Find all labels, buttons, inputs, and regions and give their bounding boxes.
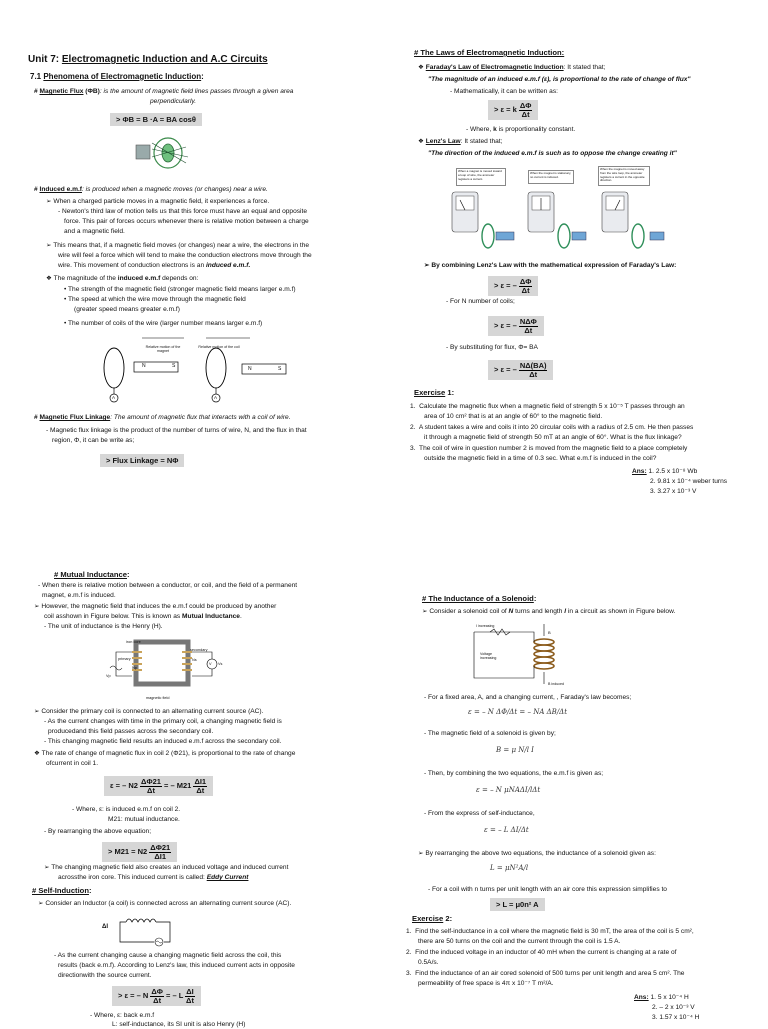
answer-3: 3. 3.27 x 10⁻³ V xyxy=(650,488,697,495)
emf-bullet-2a: wire will feel a force which will tend to make the conduction electrons move through the xyxy=(58,252,312,259)
si-text-3: directionwith the source current. xyxy=(58,972,152,979)
lenz-law-line: ❖ Lenz's Law: It stated that; xyxy=(418,138,503,145)
emf-bullet-1a: - Newton's third law of motion tells us that this force must have an equal and opposite xyxy=(58,208,308,215)
fig-voltmeter-label: V xyxy=(209,662,212,666)
magnet-n-label-2: N xyxy=(248,366,252,372)
page-title: Unit 7: Electromagnetic Induction and A.C Circuits xyxy=(28,54,268,65)
solenoid-formula-5: L = μN²A/l xyxy=(490,864,529,872)
exercise-2-q1: 1. Find the self-inductance in a coil where the magnetic field is 30 mT, the area of the coil is 5 cm², xyxy=(406,928,694,935)
solenoid-text-6: - For a coil with n turns per unit length with an air core this expression simplifies to xyxy=(428,886,667,893)
si-where-1: - Where, ε: back e.m.f xyxy=(90,1012,155,1019)
solenoid-text-4: - From the express of self-inductance, xyxy=(424,810,535,817)
ammeter-label: A xyxy=(112,395,116,400)
exercise-2-q2: 2. Find the induced voltage in an inductor of 40 mH when the current is changing at a rate of xyxy=(406,949,677,956)
emf-bullet-3: ❖ The magnitude of the induced e.m.f depends on: xyxy=(46,275,199,282)
mutual-inductance-equation: > M21 = N2 $\frac{\Delta\Phi 21}{\Delta I1}$ xyxy=(102,842,177,862)
mi-text-1: - When there is relative motion between a conductor, or coil, and the field of a permanent xyxy=(38,582,298,589)
fig-iron-core-label: iron core xyxy=(126,640,141,644)
exercise-1-answers: Ans: 1. 2.5 x 10⁻⁸ Wb xyxy=(632,468,698,475)
mi-bullet-1: ➢ Consider the primary coil is connected to an alternating current source (AC). xyxy=(34,708,264,715)
solenoid-formula-2: B = μ N/l I xyxy=(496,746,534,754)
exercise-1-q3b: outside the magnetic field in a time of 0.3 sec. What e.m.f is induced in the coil? xyxy=(424,455,657,462)
exercise-2-heading: Exercise 2: xyxy=(412,914,453,923)
ammeter-label-2: A xyxy=(214,395,218,400)
mi-bullet-3a: acrossthe iron core. This induced current is called: Eddy Current xyxy=(58,874,249,881)
exercise-2-q2b: 0.5A/s. xyxy=(418,959,439,966)
fig-b-label: B xyxy=(548,630,551,635)
flux-linkage-text-1: - Magnetic flux linkage is the product of the number of turns of wire, N, and the flux in that xyxy=(46,427,307,434)
mi-bullet-1c: - This changing magnetic field results an induced e.m.f across the secondary coil. xyxy=(44,738,282,745)
exercise-2-q3b: permeability of free space is 4π x 10⁻⁷ T m²/A. xyxy=(418,980,554,987)
induced-emf-definition: # Induced e.m.f: is produced when a magnetic moves (or changes) near a wire. xyxy=(34,186,268,193)
solenoid-heading: # The Inductance of a Solenoid: xyxy=(422,594,537,603)
emf-bullet-2: ➢ This means that, if a magnetic field moves (or changes) near a wire, the electrons in the xyxy=(46,242,310,249)
figure-label-magnet: Relative motion of the magnet xyxy=(145,345,181,354)
magnet-s-label: S xyxy=(172,363,176,369)
exercise-1-heading: Exercise 1: xyxy=(414,388,455,397)
solenoid-bullet-2: ➢ By rearranging the above two equations, the inductance of a solenoid given as: xyxy=(418,850,656,857)
flux-linkage-equation: > Flux Linkage = NΦ xyxy=(100,454,184,467)
exercise-1-q2: 2. A student takes a wire and coils it into 20 circular coils with a radius of 2.5 cm. He then passes xyxy=(410,424,694,431)
mi-rearrange: - By rearranging the above equation; xyxy=(44,828,152,835)
panel-solenoid-inductance xyxy=(384,512,768,1024)
self-induction-equation: > ε = – N $\frac{\Delta\Phi}{\Delta t}$ = – L $\frac{\Delta I}{\Delta t}$ xyxy=(112,986,201,1006)
n-coils-equation: > ε = – $\frac{\text{NΔΦ}}{\Delta t}$ xyxy=(488,316,544,336)
emf-bullet-1: ➢ When a charged particle moves in a magnetic field, it experiences a force. xyxy=(46,198,270,205)
exercise-1-q2b: it through a magnetic field of strength 50 mT at an angle of 60°. What is the flux linkage? xyxy=(424,434,682,441)
panel-mutual-inductance xyxy=(0,512,384,1028)
caption-box-1: When a magnet is moved toward a loop of wire, the ammeter registers a current. xyxy=(456,168,506,186)
mi-text-3: ➢ However, the magnetic field that induces the e.m.f could be produced by another xyxy=(34,603,277,610)
magnet-n-label: N xyxy=(142,363,146,369)
solenoid-text-3: - Then, by combining the two equations, the e.m.f is given as; xyxy=(424,770,604,777)
emf-bullet-1c: and a magnetic field. xyxy=(64,228,125,235)
answer-2: 2. 9.81 x 10⁻⁴ weber turns xyxy=(650,478,728,485)
combine-laws-line: ➢ By combining Lenz's Law with the mathematical expression of Faraday's Law: xyxy=(424,262,677,269)
exercise-2-answers: Ans: 1. 5 x 10⁻⁴ H xyxy=(634,994,689,1001)
mi-bullet-1a: - As the current changes with time in the primary coil, a changing magnetic field is xyxy=(44,718,282,725)
si-text-2: results (back e.m.f). According to Lenz's law, this induced current acts in opposite xyxy=(58,962,295,969)
faraday-math-intro: - Mathematically, it can be written as: xyxy=(450,88,558,95)
emf-sub-1: • The strength of the magnetic field (stronger magnetic field means larger e.m.f) xyxy=(64,286,296,293)
laws-heading: # The Laws of Electromagnetic Induction: xyxy=(414,48,565,57)
lenz-galvanometer-figure xyxy=(448,190,668,254)
fig-current-increasing: I increasing xyxy=(476,624,495,628)
solenoid-text-2: - The magnetic field of a solenoid is given by; xyxy=(424,730,556,737)
substituted-equation: > ε = – $\frac{N\Delta(BA)}{\Delta t}$ xyxy=(488,360,553,380)
answer-2-3: 3. 1.57 x 10⁻⁴ H xyxy=(652,1014,700,1021)
si-bullet-1: ➢ Consider an Inductor (a coil) is connected across an alternating current source (AC). xyxy=(38,900,292,907)
flux-linkage-definition: # Magnetic Flux Linkage: The amount of magnetic flux that interacts with a coil of wire. xyxy=(34,414,291,421)
flux-loop-figure xyxy=(132,135,192,171)
mi-bullet-2a: ofcurrent in coil 1. xyxy=(46,760,99,767)
k-note: - Where, k is proportionality constant. xyxy=(466,126,576,133)
lenz-faraday-equation: > ε = – $\frac{\Delta\Phi}{\Delta t}$ xyxy=(488,276,538,296)
exercise-1-q1b: area of 10 cm² that is at an angle of 60° to the magnetic field. xyxy=(424,413,603,420)
fig-vp-label: Vp xyxy=(106,674,111,678)
answer-2-2: 2. – 2 x 10⁻³ V xyxy=(652,1004,695,1011)
emf-sub-3: • The number of coils of the wire (larger number means larger e.m.f) xyxy=(64,320,263,327)
substitute-flux-note: - By substituting for flux, Φ= BA xyxy=(446,344,538,351)
solenoid-bullet-1: ➢ Consider a solenoid coil of N turns and length l in a circuit as shown in Figure below. xyxy=(422,608,676,615)
emf-bullet-2b: wire. This movement of conduction electrons is an induced e.m.f. xyxy=(58,262,251,269)
exercise-2-q3: 3. Find the inductance of an air cored solenoid of 500 turns per unit length and area 5 cm². The xyxy=(406,970,685,977)
exercise-1-q1: 1. Calculate the magnetic flux when a magnetic field of strength 5 x 10⁻⁵ T passes through an xyxy=(410,403,685,410)
fig-magnetic-field-caption: magnetic field xyxy=(146,696,170,700)
n-coils-note: - For N number of coils; xyxy=(446,298,515,305)
fig-b-induced-label: B induced xyxy=(548,682,564,686)
lenz-quote: "The direction of the induced e.m.f is such as to oppose the change creating it" xyxy=(428,150,677,157)
delta-i-label: ΔI xyxy=(102,924,108,930)
fig-vs-label: Vs xyxy=(218,662,223,666)
caption-box-3: When the magnet is moved away from the wire loop, the ammeter registers a current in the opposite direction. xyxy=(598,166,650,186)
flux-definition-cont: perpendicularly. xyxy=(150,98,197,105)
solenoid-text-1: - For a fixed area, A, and a changing current, , Faraday's law becomes; xyxy=(424,694,632,701)
magnet-s-label-2: S xyxy=(278,366,282,372)
emf-sub-2a: (greater speed means greater e.m.f) xyxy=(74,306,180,313)
panel-unit7-intro xyxy=(0,0,384,512)
self-induction-heading: # Self-Induction: xyxy=(32,886,92,895)
solenoid-formula-3: ε = – N μNAΔI/lΔt xyxy=(476,786,541,794)
mi-text-2: magnet, e.m.f is induced. xyxy=(42,592,116,599)
mi-bullet-3: ➢ The changing magnetic field also creates an induced voltage and induced current xyxy=(44,864,289,871)
figure-label-coil: Relative motion of the coil xyxy=(198,345,240,349)
faraday-law-line: ❖ Faraday's Law of Electromagnetic Induction: It stated that; xyxy=(418,64,606,71)
flux-linkage-text-2: region, Φ, it can be write as; xyxy=(52,437,135,444)
mi-where-2: M21: mutual inductance. xyxy=(108,816,180,823)
mi-text-4: coil asshown in Figure below. This is known as Mutual Inductance. xyxy=(44,613,242,620)
si-text-1: - As the current changing cause a changing magnetic field across the coil, this xyxy=(54,952,282,959)
emf-bullet-1b: force. This pair of forces occurs whenever there is relative motion between a charge xyxy=(64,218,309,225)
emf-sub-2: • The speed at which the wire move through the magnetic field xyxy=(64,296,246,303)
flux-equation: > ΦB = B ·A = BA cosθ xyxy=(110,113,202,126)
faraday-equation: > ε = k $\frac{\Delta\Phi}{\Delta t}$ xyxy=(488,100,538,120)
transformer-figure xyxy=(104,638,234,696)
solenoid-air-core-equation: > L = μ0n² A xyxy=(490,898,545,911)
caption-box-2: When the magnet is stationary, no current is induced. xyxy=(528,170,574,184)
fig-ns-label: Ns xyxy=(192,658,197,662)
mutual-induction-equation: ε = – N2 $\frac{\Delta\Phi 21}{\Delta t}$ = – M21 $\frac{\Delta I1}{\Delta t}$ xyxy=(104,776,213,796)
panel-laws-of-induction xyxy=(384,0,768,512)
solenoid-formula-4: ε = – L ΔI/Δt xyxy=(484,826,529,834)
mi-where-1: - Where, ε: is induced e.m.f on coil 2. xyxy=(72,806,181,813)
si-where-2: L: self-inductance, its SI unit is also Henry (H) xyxy=(112,1021,246,1028)
fig-secondary-label: secondary xyxy=(190,648,208,652)
inductor-circuit-figure xyxy=(110,912,190,952)
mi-bullet-1b: producedand this field passes across the secondary coil. xyxy=(48,728,214,735)
fig-np-label: Np xyxy=(132,666,137,670)
solenoid-formula-1: ε = – N ΔΦ/Δt = – NA ΔB/Δt xyxy=(468,708,568,716)
mutual-inductance-heading: # Mutual Inductance: xyxy=(54,570,130,579)
mi-text-5: - The unit of inductance is the Henry (H). xyxy=(44,623,163,630)
magnetic-flux-definition: # Magnetic Flux (ΦB): is the amount of magnetic field lines passes through a given area xyxy=(34,88,294,95)
fig-voltage-increasing: Voltage increasing xyxy=(480,652,497,661)
exercise-2-q1b: there are 50 turns on the coil and the current through the coil is 1.5 A. xyxy=(418,938,621,945)
fig-primary-label: primary xyxy=(118,657,131,661)
mi-bullet-2: ❖ The rate of change of magnetic flux in coil 2 (Φ21), is proportional to the rate of change xyxy=(34,750,296,757)
section-heading: 7.1 Phenomena of Electromagnetic Induction: xyxy=(30,72,204,81)
exercise-1-q3: 3. The coil of wire in question number 2 is moved from the magnetic field to a place completely xyxy=(410,445,688,452)
faraday-quote: "The magnitude of an induced e.m.f (ε), is proportional to the rate of change of flux" xyxy=(428,76,691,83)
